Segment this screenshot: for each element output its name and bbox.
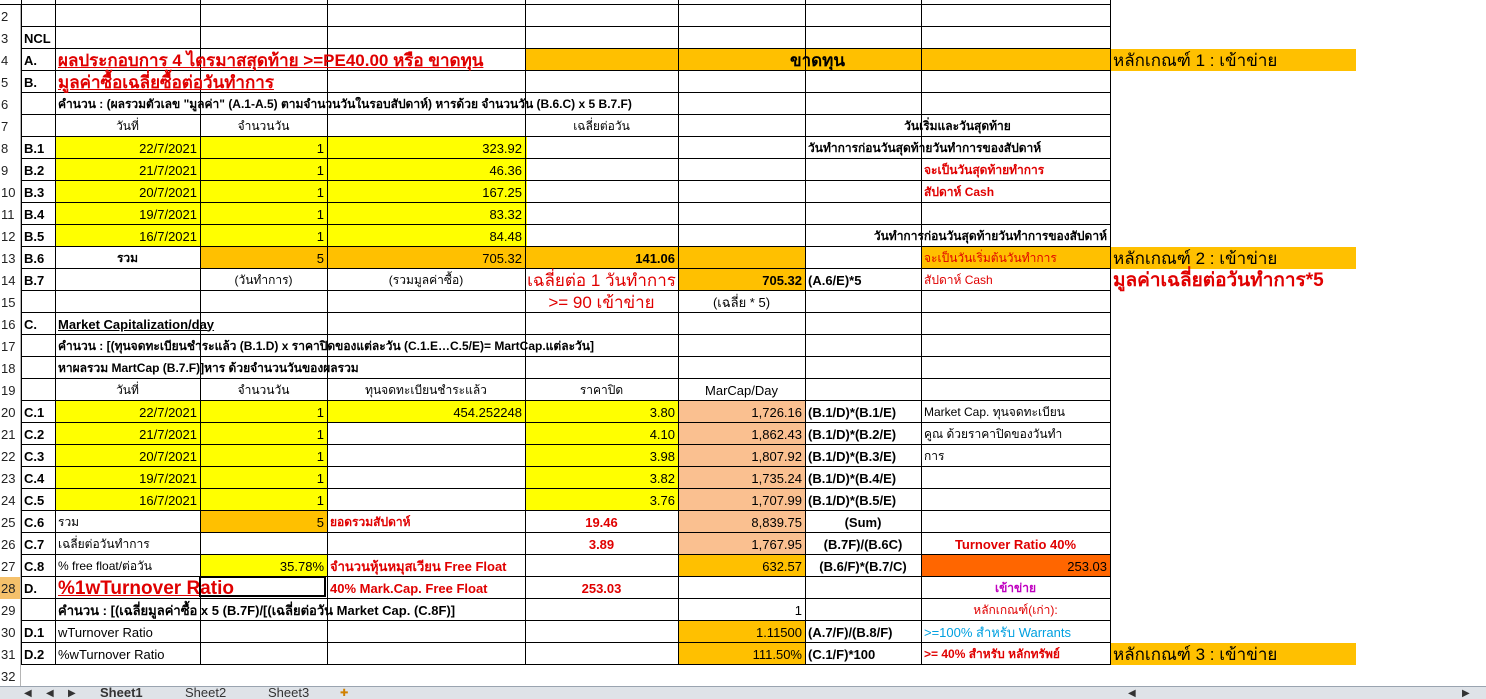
row-header[interactable]: 26 (0, 533, 21, 555)
first-sheet-icon[interactable]: ◀ (24, 688, 32, 699)
cell-d1-name[interactable]: wTurnover Ratio (58, 624, 153, 640)
b-row-date[interactable]: 22/7/2021 (139, 140, 197, 156)
row-header[interactable]: 20 (0, 401, 21, 423)
cell-d2-name[interactable]: %wTurnover Ratio (58, 646, 165, 662)
row-header[interactable]: 8 (0, 137, 21, 159)
cell-b6-avg[interactable]: 141.06 (635, 250, 675, 266)
cell-d1-value[interactable]: 1.11500 (755, 624, 802, 640)
row-header[interactable]: 7 (0, 115, 21, 137)
note-first-day[interactable]: จะเป็นวันเริ่มต้นวันทำการ (924, 251, 1057, 265)
cell-b-label[interactable]: B. (24, 74, 37, 90)
cell-c7-formula[interactable]: (B.7F)/(B.6C) (823, 536, 903, 552)
cell-c6-days[interactable]: 5 (316, 514, 324, 530)
cell-d-formula[interactable]: คำนวน : [(เฉลี่ยมูลค่าซื้อ x 5 (B.7F)/[(เฉลี่ยต่อวัน Market Cap. (C.8F)] (58, 602, 456, 618)
note-week-cash-2[interactable]: สัปดาห์ Cash (924, 273, 993, 287)
b-row-days[interactable]: 1 (316, 206, 324, 222)
cell-d-label[interactable]: D. (24, 580, 37, 596)
cell-a-result[interactable]: ขาดทุน (789, 50, 846, 70)
cell-d-one[interactable]: 1 (794, 602, 802, 618)
sheet-tab-3[interactable]: Sheet3 (268, 686, 310, 699)
row-header[interactable]: 17 (0, 335, 21, 357)
cell-c6-marcap[interactable]: 8,839.75 (751, 514, 802, 530)
cell-avg-x5[interactable]: (เฉลี่ย * 5) (712, 294, 771, 310)
cell-c6-formula[interactable]: (Sum) (844, 514, 882, 530)
row-header[interactable]: 21 (0, 423, 21, 445)
cell-d2-formula[interactable]: (C.1/F)*100 (808, 646, 876, 662)
cell-ge90[interactable]: >= 90 เข้าข่าย (548, 292, 655, 312)
header-avg[interactable]: เฉลี่ยต่อวัน (573, 119, 630, 133)
row-header[interactable]: 32 (0, 665, 21, 686)
c-row-days[interactable]: 1 (316, 470, 324, 486)
c-row-formula[interactable]: (B.1/D)*(B.2/E) (808, 426, 897, 442)
c-row-note[interactable] (921, 467, 1110, 489)
c-row-capital[interactable] (327, 489, 525, 511)
b-row-days[interactable]: 1 (316, 162, 324, 178)
c-row-marcap[interactable]: 1,735.24 (751, 470, 802, 486)
row-header[interactable]: 11 (0, 203, 21, 225)
cell-c-title[interactable]: Market Capitalization/day (58, 316, 215, 332)
row-header[interactable]: 10 (0, 181, 21, 203)
note-week-cash[interactable]: สัปดาห์ Cash (924, 185, 995, 199)
cell-criteria-1[interactable]: หลักเกณฑ์ 1 : เข้าข่าย (1113, 50, 1278, 70)
row-header[interactable]: 3 (0, 27, 21, 49)
sheet-tab-1[interactable]: Sheet1 (100, 686, 143, 699)
cell-b6-days[interactable]: 5 (316, 250, 324, 266)
c-row-date[interactable]: 16/7/2021 (139, 492, 197, 508)
cell-b7-label[interactable]: B.7 (24, 272, 45, 288)
c-row-days[interactable]: 1 (316, 492, 324, 508)
c-row-note[interactable]: Market Cap. ทุนจดทะเบียน (924, 405, 1065, 419)
header2-date[interactable]: วันที่ (116, 383, 139, 397)
c-row-date[interactable]: 19/7/2021 (139, 470, 197, 486)
c-row-days[interactable]: 1 (316, 404, 324, 420)
row-header[interactable]: 19 (0, 379, 21, 401)
scroll-right-icon[interactable]: ▶ (1462, 688, 1470, 699)
fill-b6-empty (678, 247, 805, 269)
row-header[interactable]: 30 (0, 621, 21, 643)
row-header[interactable]: 29 (0, 599, 21, 621)
b-row-days[interactable]: 1 (316, 140, 324, 156)
scroll-left-icon[interactable]: ◀ (1128, 688, 1136, 699)
cell-b7-days-note[interactable]: (วันทำการ) (234, 273, 293, 287)
c-row-marcap[interactable]: 1,862.43 (751, 426, 802, 442)
c-row-close[interactable]: 3.82 (649, 470, 675, 486)
grid-hline (0, 4, 1110, 5)
c-row-formula[interactable]: (B.1/D)*(B.4/E) (808, 470, 897, 486)
next-sheet-icon[interactable]: ▶ (68, 688, 76, 699)
row-header[interactable]: 9 (0, 159, 21, 181)
c-row-label[interactable]: C.1 (24, 404, 45, 420)
c-row-formula[interactable]: (B.1/D)*(B.1/E) (808, 404, 897, 420)
c-row-formula[interactable]: (B.1/D)*(B.3/E) (808, 448, 897, 464)
header2-capital[interactable]: ทุนจดทะเบียนชำระแล้ว (365, 383, 487, 397)
cell-c7-marcap[interactable]: 1,767.95 (751, 536, 802, 552)
cell-d-old-criteria[interactable]: หลักเกณฑ์(เก่า): (973, 603, 1058, 617)
note-last-day[interactable]: จะเป็นวันสุดท้ายทำการ (924, 163, 1045, 177)
header2-close[interactable]: ราคาปิด (579, 383, 624, 397)
sheet-tab-2[interactable]: Sheet2 (185, 686, 227, 699)
b-row-label[interactable]: B.5 (24, 228, 45, 244)
cell-d-title[interactable]: %1wTurnover Ratio (58, 577, 234, 599)
row-header[interactable]: 28 (0, 577, 21, 599)
cell-a-title[interactable]: ผลประกอบการ 4 ไตรมาสสุดท้าย >=PE40.00 หรือ ขาดทุน (58, 50, 484, 70)
row-header[interactable]: 12 (0, 225, 21, 247)
row-header[interactable]: 14 (0, 269, 21, 291)
cell-c8-label[interactable]: C.8 (24, 558, 45, 574)
cell-c6-label[interactable]: C.6 (24, 514, 45, 530)
cell-c8-pct[interactable]: 35.78% (279, 558, 324, 574)
row-header[interactable]: 16 (0, 313, 21, 335)
cell-d1-label[interactable]: D.1 (24, 624, 45, 640)
row-header[interactable]: 5 (0, 71, 21, 93)
c-row-note[interactable]: คูณ ด้วยราคาปิดของวันทำ (924, 427, 1063, 441)
row-header[interactable]: 31 (0, 643, 21, 665)
c-row-note[interactable] (921, 489, 1110, 511)
c-row-marcap[interactable]: 1,707.99 (751, 492, 802, 508)
c-row-formula[interactable]: (B.1/D)*(B.5/E) (808, 492, 897, 508)
grid-vline (1110, 0, 1111, 665)
c-row-note[interactable]: การ (924, 449, 945, 463)
b-row-days[interactable]: 1 (316, 184, 324, 200)
b-row-date[interactable]: 21/7/2021 (139, 162, 197, 178)
cell-c7-avg[interactable]: เฉลี่ยต่อวันทำการ (58, 537, 150, 551)
cell-c-label[interactable]: C. (24, 316, 37, 332)
cell-c8-freefloat[interactable]: % free float/ต่อวัน (58, 559, 152, 573)
cell-d1-note[interactable]: >=100% สำหรับ Warrants (924, 624, 1071, 640)
cell-c6-weektotal[interactable]: ยอดรวมสัปดาห์ (330, 515, 411, 529)
c-row-close[interactable]: 3.98 (649, 448, 675, 464)
b-row-date[interactable]: 19/7/2021 (139, 206, 197, 222)
cell-c8-value[interactable]: 632.57 (762, 558, 802, 574)
c-row-capital[interactable] (327, 423, 525, 445)
row-header[interactable]: 13 (0, 247, 21, 269)
row-header[interactable]: 23 (0, 467, 21, 489)
c-row-close[interactable]: 3.80 (649, 404, 675, 420)
b-row-value[interactable]: 84.48 (489, 228, 522, 244)
cell-d1-formula[interactable]: (A.7/F)/(B.8/F) (808, 624, 893, 640)
b-row-value[interactable]: 167.25 (482, 184, 522, 200)
cell-ncl[interactable]: NCL (24, 30, 51, 46)
cell-c6-sum[interactable]: รวม (58, 515, 80, 529)
row-header[interactable]: 25 (0, 511, 21, 533)
c-row-label[interactable]: C.2 (24, 426, 45, 442)
cell-a-label[interactable]: A. (24, 52, 37, 68)
b-row-value[interactable]: 323.92 (482, 140, 522, 156)
cell-c8-shares[interactable]: จำนวนหุ้นหมุสเวียน Free Float (330, 558, 507, 574)
b-row-label[interactable]: B.1 (24, 140, 45, 156)
cell-d-value[interactable]: 253.03 (581, 580, 622, 596)
cell-b6-sum[interactable]: รวม (116, 251, 139, 265)
row-header[interactable]: 27 (0, 555, 21, 577)
c-row-label[interactable]: C.5 (24, 492, 45, 508)
cell-c8-formula[interactable]: (B.6/F)*(B.7/C) (819, 558, 907, 574)
row-header[interactable]: 6 (0, 93, 21, 115)
cell-b7-avg-label[interactable]: เฉลี่ยต่อ 1 วันทำการ (527, 270, 676, 290)
c-row-close[interactable]: 3.76 (649, 492, 675, 508)
row-header[interactable]: 2 (0, 5, 21, 27)
cell-b-title[interactable]: มูลค่าซื้อเฉลี่ยซื้อต่อวันทำการ (58, 72, 274, 92)
row-header[interactable]: 22 (0, 445, 21, 467)
cell-b6-value[interactable]: 705.32 (482, 250, 522, 266)
cell-c8-turnover-val[interactable]: 253.03 (1067, 558, 1107, 574)
cell-b-formula[interactable]: คำนวน : (ผลรวมตัวเลข "มูลค่า" (A.1-A.5) ตามจำนวนวันในรอบสัปดาห์) หารด้วย จำนวนวัน (B.6.C) x 5 B.7.F) (58, 97, 632, 111)
note-prev-last[interactable]: วันทำการก่อนวันสุดท้ายวันทำการของสัปดาห์ (808, 141, 1042, 155)
cell-b7-red-title[interactable]: มูลค่าเฉลี่ยต่อวันทำการ*5 (1113, 269, 1324, 291)
cell-d-enter[interactable]: เข้าข่าย (994, 581, 1036, 595)
c-row-days[interactable]: 1 (316, 426, 324, 442)
c-row-date[interactable]: 20/7/2021 (139, 448, 197, 464)
c-row-close[interactable]: 4.10 (649, 426, 675, 442)
header-date[interactable]: วันที่ (116, 119, 139, 133)
cell-b6-label[interactable]: B.6 (24, 250, 45, 266)
cell-b7-formula[interactable]: (A.6/E)*5 (808, 272, 862, 288)
row-header[interactable]: 24 (0, 489, 21, 511)
cell-criteria-2[interactable]: หลักเกณฑ์ 2 : เข้าข่าย (1113, 248, 1278, 268)
cell-criteria-3[interactable]: หลักเกณฑ์ 3 : เข้าข่าย (1113, 644, 1278, 664)
cell-c-formula-1[interactable]: คำนวน : [(ทุนจดทะเบียนชำระแล้ว (B.1.D) x ราคาปิดของแต่ละวัน (C.1.E…C.5/E)= MartCap.แต่ละวัน] (58, 339, 594, 353)
prev-sheet-icon[interactable]: ◀ (46, 688, 54, 699)
c-row-capital[interactable] (327, 445, 525, 467)
c-row-marcap[interactable]: 1,726.16 (751, 404, 802, 420)
b-row-label[interactable]: B.3 (24, 184, 45, 200)
b-row-days[interactable]: 1 (316, 228, 324, 244)
b-row-date[interactable]: 16/7/2021 (139, 228, 197, 244)
cell-b7-value-note[interactable]: (รวมมูลค่าซื้อ) (388, 273, 464, 287)
row-header[interactable]: 4 (0, 49, 21, 71)
b-row-label[interactable]: B.4 (24, 206, 45, 222)
header-start-end[interactable]: วันเริ่มและวันสุดท้าย (904, 119, 1011, 133)
c-row-capital[interactable]: 454.252248 (453, 404, 522, 420)
sheet-tab-bar (0, 686, 1486, 699)
cell-d2-value[interactable]: 111.50% (752, 646, 802, 662)
cell-c6-close[interactable]: 19.46 (585, 514, 618, 530)
b-row-label[interactable]: B.2 (24, 162, 45, 178)
b-row-value[interactable]: 83.32 (489, 206, 522, 222)
insert-sheet-icon[interactable]: ✚ (340, 688, 349, 699)
c-row-label[interactable]: C.4 (24, 470, 45, 486)
c-row-capital[interactable] (327, 467, 525, 489)
row-header[interactable]: 18 (0, 357, 21, 379)
cell-d2-label[interactable]: D.2 (24, 646, 45, 662)
selected-cell-outline (199, 576, 326, 597)
cell-c7-close[interactable]: 3.89 (588, 536, 615, 552)
c-row-date[interactable]: 21/7/2021 (139, 426, 197, 442)
header2-marcap[interactable]: MarCap/Day (705, 382, 778, 398)
cell-c7-turnover[interactable]: Turnover Ratio 40% (954, 536, 1077, 552)
b-row-value[interactable]: 46.36 (489, 162, 522, 178)
grid-hline (0, 26, 1110, 27)
cell-c7-label[interactable]: C.7 (24, 536, 45, 552)
cell-c-formula-2[interactable]: หาผลรวม MartCap (B.7.F)]หาร ด้วยจำนวนวันของผลรวม (58, 361, 359, 375)
cell-d-markcap[interactable]: 40% Mark.Cap. Free Float (330, 580, 488, 596)
header-days[interactable]: จำนวนวัน (237, 119, 290, 133)
c-row-date[interactable]: 22/7/2021 (139, 404, 197, 420)
header2-days[interactable]: จำนวนวัน (237, 383, 290, 397)
row-header[interactable]: 15 (0, 291, 21, 313)
c-row-label[interactable]: C.3 (24, 448, 45, 464)
note-prev-last-2[interactable]: วันทำการก่อนวันสุดท้ายวันทำการของสัปดาห์ (873, 229, 1107, 243)
cell-b7-value[interactable]: 705.32 (762, 272, 802, 288)
c-row-marcap[interactable]: 1,807.92 (751, 448, 802, 464)
b-row-date[interactable]: 20/7/2021 (139, 184, 197, 200)
c-row-days[interactable]: 1 (316, 448, 324, 464)
cell-d2-note[interactable]: >= 40% สำหรับ หลักทรัพย์ (924, 647, 1060, 661)
